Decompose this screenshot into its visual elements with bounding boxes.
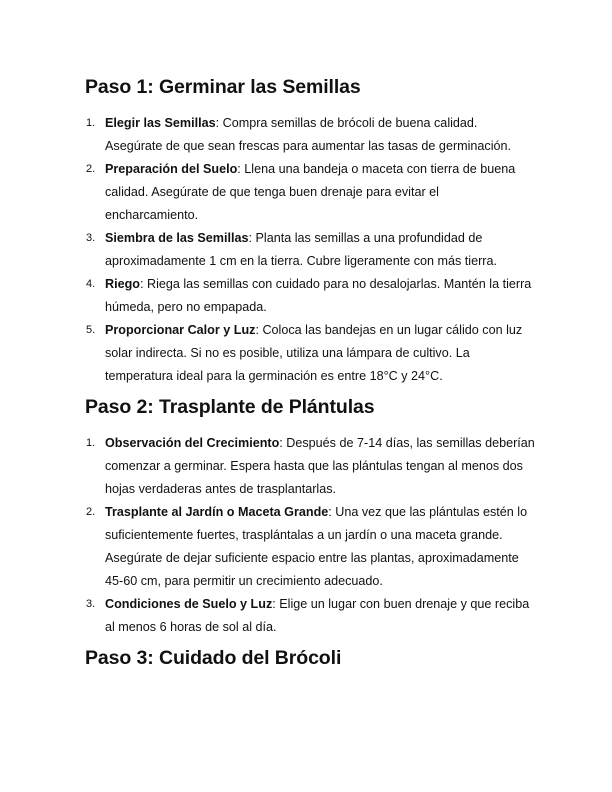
item-text: : Elige un lugar con buen drenaje y que reciba al menos 6 horas de sol al día. — [105, 597, 530, 634]
item-term: Preparación del Suelo — [105, 162, 238, 176]
document-body — [85, 74, 535, 671]
item-text: : Compra semillas de brócoli de buena calidad. Asegúrate de que sean frescas para aumentar las tasas de germinación. — [105, 116, 512, 153]
item-term: Elegir las Semillas — [105, 116, 216, 130]
item-number: 1. — [86, 437, 96, 449]
item-term: Riego — [105, 277, 140, 291]
steps-list-paso-1 — [85, 112, 535, 388]
item-term: Observación del Crecimiento — [105, 436, 280, 450]
list-item — [85, 432, 535, 501]
section-heading-paso-2: Paso 2: Trasplante de Plántulas — [85, 396, 375, 418]
section-heading-paso-1: Paso 1: Germinar las Semillas — [85, 76, 361, 98]
item-term: Proporcionar Calor y Luz — [105, 323, 256, 337]
item-text: : Una vez que las plántulas estén lo suficientemente fuertes, trasplántalas a un jardín o una maceta grande. Asegúrate de dejar suficiente espacio entre las plantas, aproximadamente 45-60 cm, para permitir un crecimiento adecuado. — [105, 505, 528, 588]
item-number: 2. — [86, 506, 96, 518]
section-heading-paso-3: Paso 3: Cuidado del Brócoli — [85, 647, 342, 669]
item-term: Condiciones de Suelo y Luz — [105, 597, 273, 611]
list-item — [85, 593, 535, 639]
list-item — [85, 158, 535, 227]
item-number: 2. — [86, 163, 96, 175]
list-item — [85, 319, 535, 388]
item-number: 1. — [86, 117, 96, 129]
item-number: 3. — [86, 598, 96, 610]
item-number: 3. — [86, 232, 96, 244]
item-text: : Riega las semillas con cuidado para no desalojarlas. Mantén la tierra húmeda, pero no empapada. — [105, 277, 532, 314]
list-item — [85, 112, 535, 158]
item-number: 5. — [86, 324, 96, 336]
item-text: : Planta las semillas a una profundidad de aproximadamente 1 cm en la tierra. Cubre ligeramente con más tierra. — [105, 231, 497, 268]
item-term: Siembra de las Semillas — [105, 231, 249, 245]
list-item — [85, 227, 535, 273]
item-text: : Después de 7-14 días, las semillas deberían comenzar a germinar. Espera hasta que las plántulas tengan al menos dos hojas verdaderas antes de trasplantarlas. — [105, 436, 535, 496]
list-item — [85, 273, 535, 319]
item-number: 4. — [86, 278, 96, 290]
item-text: : Llena una bandeja o maceta con tierra de buena calidad. Asegúrate de que tenga buen drenaje para evitar el encharcamiento. — [105, 162, 516, 222]
list-item — [85, 501, 535, 593]
item-term: Trasplante al Jardín o Maceta Grande — [105, 505, 329, 519]
steps-list-paso-2 — [85, 432, 535, 639]
item-text: : Coloca las bandejas en un lugar cálido con luz solar indirecta. Si no es posible, utiliza una lámpara de cultivo. La temperatura ideal para la germinación es entre 18°C y 24°C. — [105, 323, 523, 383]
